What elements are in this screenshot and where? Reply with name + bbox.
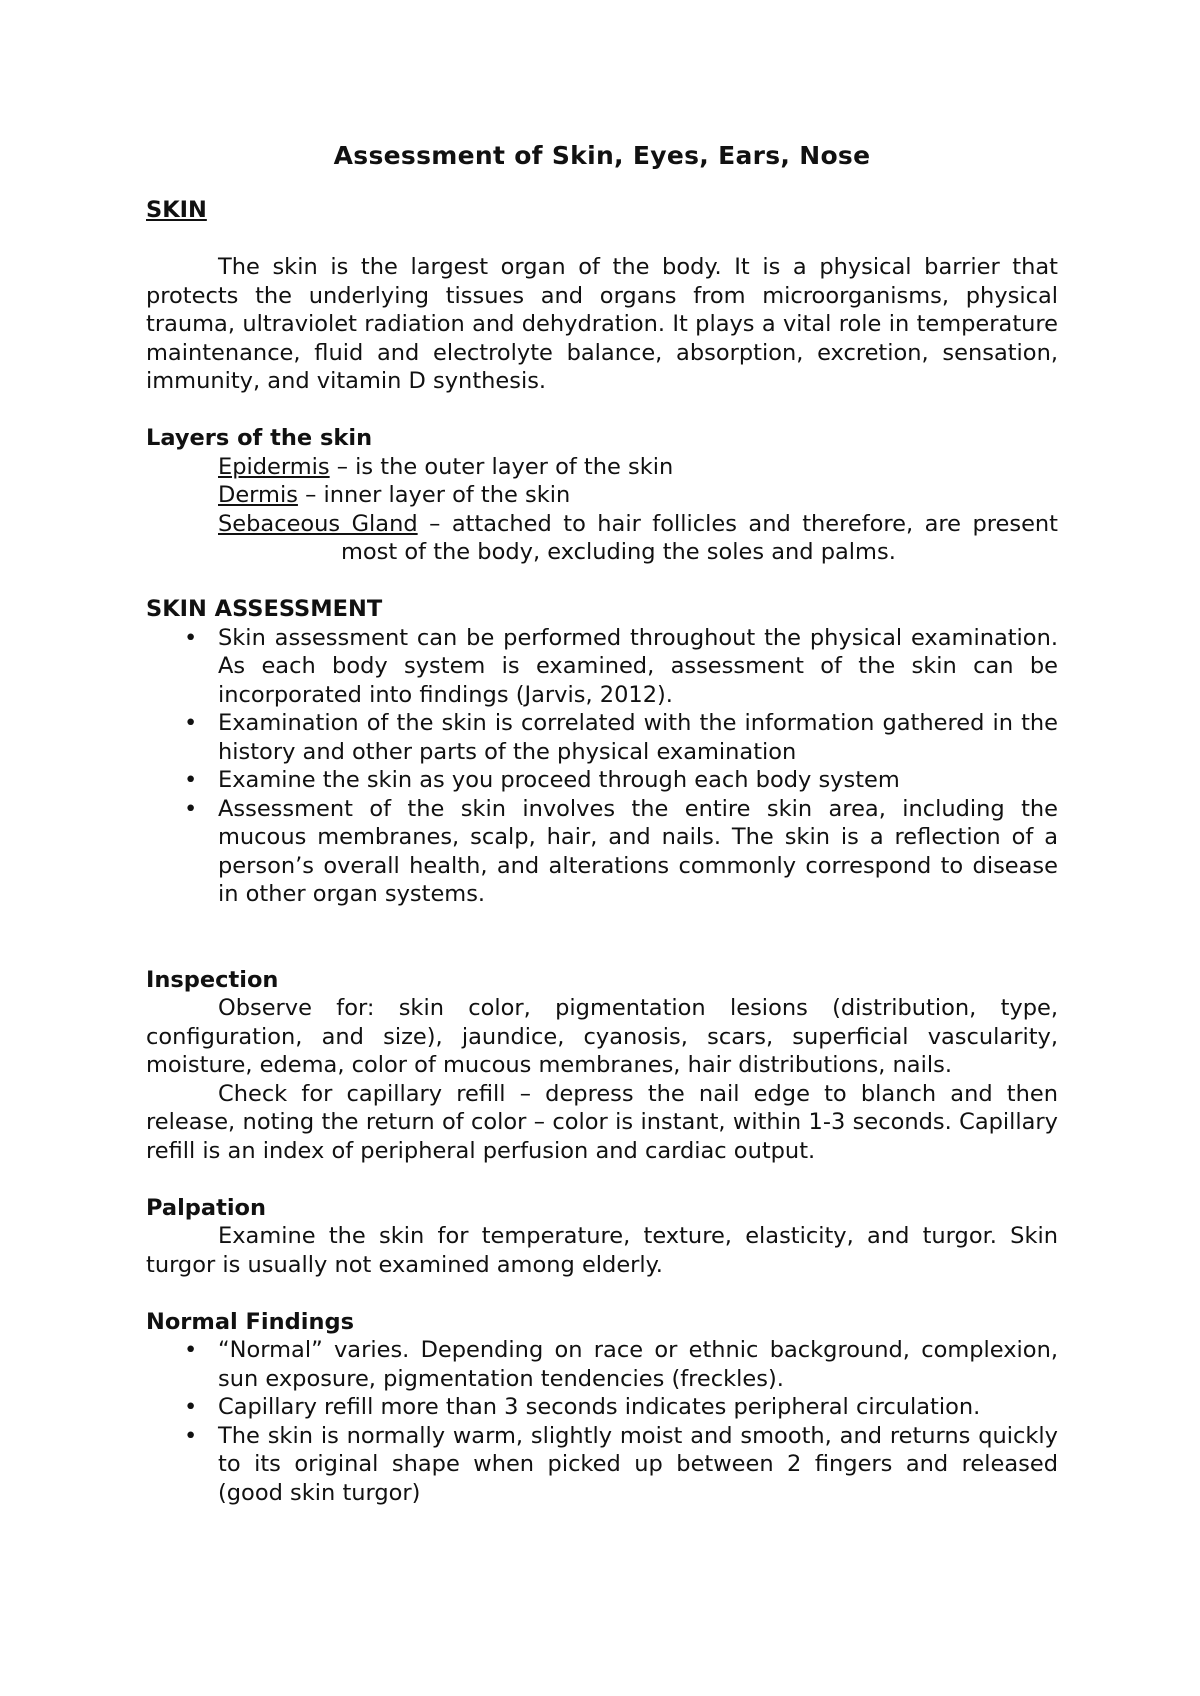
document-body xyxy=(146,140,1058,1507)
list-item xyxy=(146,766,1058,795)
document-title: Assessment of Skin, Eyes, Ears, Nose xyxy=(333,141,871,170)
list-item-text: Assessment of the skin involves the entire skin area, including the mucous membranes, scalp, hair, and nails. The skin is a reflection of a person’s overall health, and alterations commonly correspond to disease in other organ systems. xyxy=(218,795,1058,907)
bullet-icon: • xyxy=(184,1394,198,1420)
list-item-text: “Normal” varies. Depending on race or ethnic background, complexion, sun exposure, pigmentation tendencies (freckles). xyxy=(218,1337,1058,1392)
bullet-icon: • xyxy=(184,710,198,736)
section-heading-layers: Layers of the skin xyxy=(146,425,373,451)
spacer xyxy=(146,396,1058,425)
layer-epidermis xyxy=(146,453,1058,482)
layer-term: Sebaceous Gland xyxy=(218,510,418,537)
section-heading-palpation: Palpation xyxy=(146,1194,267,1221)
inspection-paragraph-2: Check for capillary refill – depress the nail edge to blanch and then release, noting the return of color – color is instant, within 1-3 seconds. Capillary refill is an index of peripheral perfusion and cardiac output. xyxy=(146,1080,1058,1164)
list-item xyxy=(146,1393,1058,1422)
inspection-paragraph-1: Observe for: skin color, pigmentation lesions (distribution, type, configuration, and size), jaundice, cyanosis, scars, superficial vascularity, moisture, edema, color of mucous membranes, hair distributions, nails. xyxy=(146,995,1058,1078)
bullet-icon: • xyxy=(184,767,198,793)
skin-assessment-list xyxy=(146,624,1058,909)
bullet-icon: • xyxy=(184,624,198,651)
list-item-text: The skin is normally warm, slightly moist and smooth, and returns quickly to its original shape when picked up between 2 fingers and released (good skin turgor) xyxy=(218,1422,1058,1506)
list-item xyxy=(146,1422,1058,1508)
spacer xyxy=(146,909,1058,966)
spacer xyxy=(146,225,1058,254)
palpation-paragraph: Examine the skin for temperature, texture, elasticity, and turgor. Skin turgor is usually not examined among elderly. xyxy=(146,1223,1058,1278)
bullet-icon: • xyxy=(184,1337,198,1363)
list-item xyxy=(146,795,1058,909)
layer-desc: – attached to hair follicles and therefore, are present xyxy=(417,510,1058,537)
layer-desc: – inner layer of the skin xyxy=(297,482,571,508)
list-item xyxy=(146,709,1058,766)
section-heading-skin-assessment: SKIN ASSESSMENT xyxy=(146,596,383,622)
list-item-text: Examine the skin as you proceed through each body system xyxy=(218,767,900,793)
list-item-text: Capillary refill more than 3 seconds indicates peripheral circulation. xyxy=(218,1394,981,1420)
spacer xyxy=(146,567,1058,596)
spacer xyxy=(146,1279,1058,1308)
spacer xyxy=(146,1165,1058,1194)
section-heading-inspection: Inspection xyxy=(146,966,279,993)
layer-dermis xyxy=(146,481,1058,510)
layer-term: Epidermis xyxy=(218,453,330,480)
list-item xyxy=(146,624,1058,710)
list-item xyxy=(146,1336,1058,1393)
layer-desc: – is the outer layer of the skin xyxy=(329,453,674,480)
section-heading-skin: SKIN xyxy=(146,197,207,223)
layer-term: Dermis xyxy=(218,482,298,508)
bullet-icon: • xyxy=(184,1422,198,1449)
skin-intro-paragraph: The skin is the largest organ of the body. It is a physical barrier that protects the underlying tissues and organs from microorganisms, physical trauma, ultraviolet radiation and dehydration. It plays a vital role in temperature maintenance, fluid and electrolyte balance, absorption, excretion, sensation, immunity, and vitamin D synthesis. xyxy=(146,254,1058,394)
normal-findings-list xyxy=(146,1336,1058,1507)
section-heading-normal-findings: Normal Findings xyxy=(146,1308,354,1335)
list-item-text: Skin assessment can be performed throughout the physical examination. As each body system is examined, assessment of the skin can be incorporated into findings (Jarvis, 2012). xyxy=(218,624,1058,708)
list-item-text: Examination of the skin is correlated with the information gathered in the history and other parts of the physical examination xyxy=(218,710,1058,765)
bullet-icon: • xyxy=(184,795,198,822)
layer-continuation: most of the body, excluding the soles and palms. xyxy=(341,539,896,565)
layer-sebaceous-gland xyxy=(146,510,1058,567)
